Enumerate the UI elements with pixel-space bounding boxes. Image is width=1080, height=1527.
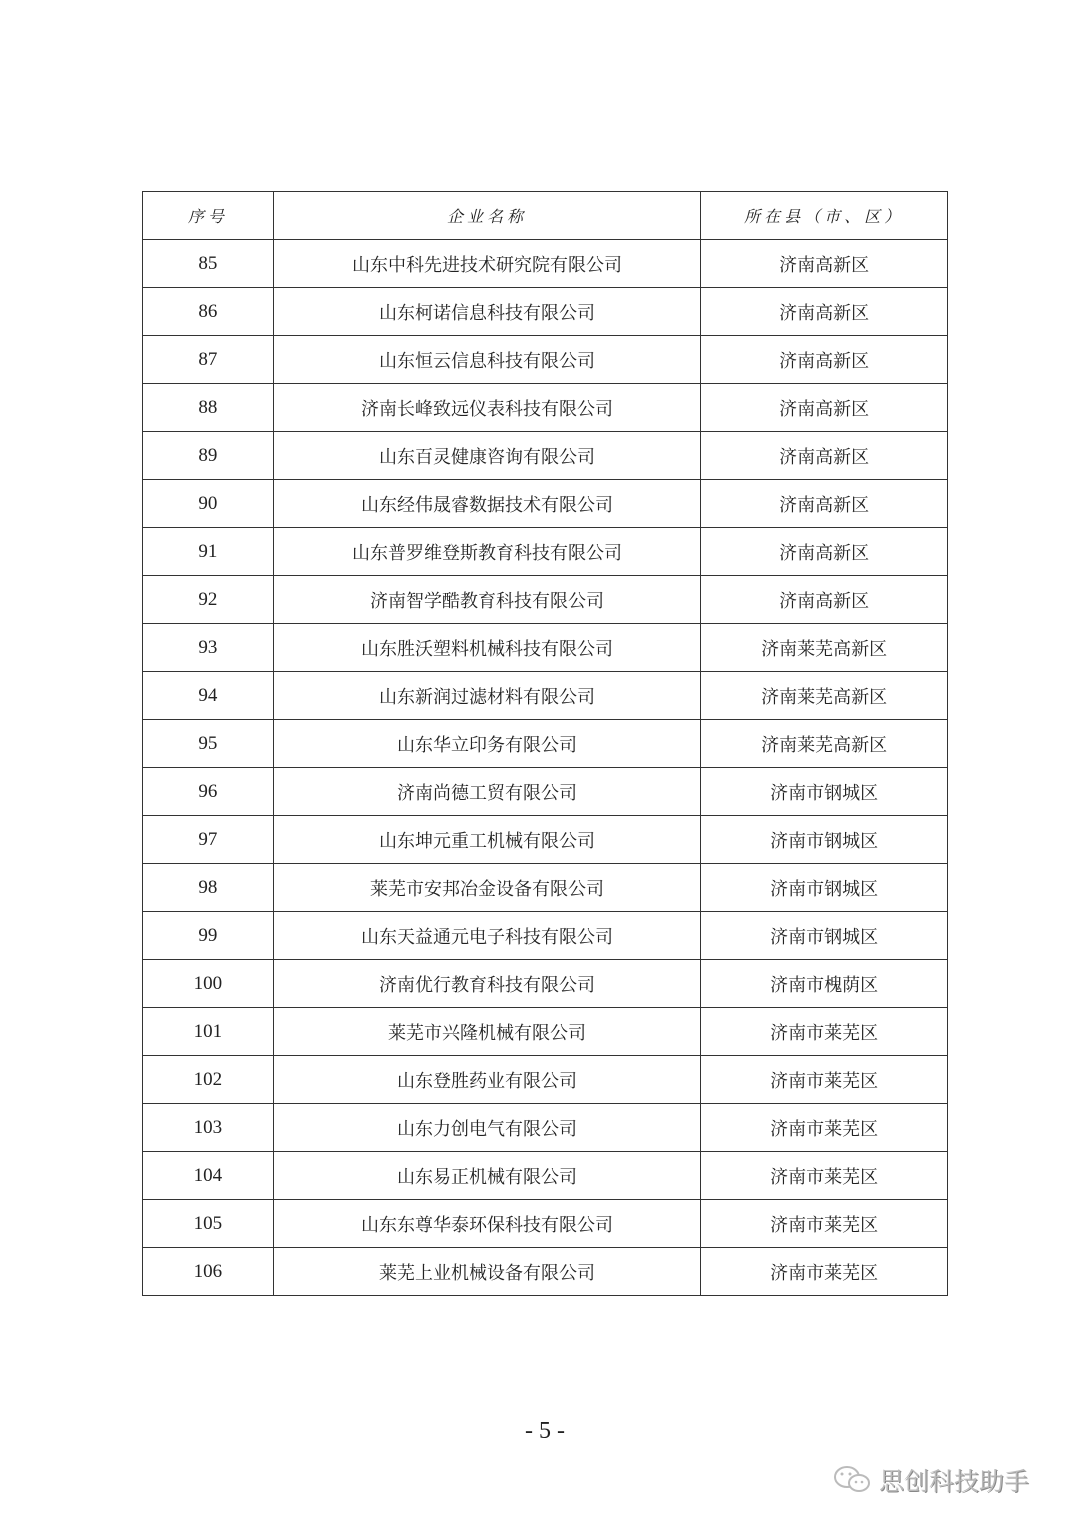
district-cell: 济南莱芜高新区 <box>701 624 948 672</box>
serial-cell: 101 <box>143 1008 274 1056</box>
table-row <box>143 720 948 768</box>
serial-cell: 85 <box>143 240 274 288</box>
company-name-cell: 山东中科先进技术研究院有限公司 <box>273 240 700 288</box>
serial-cell: 94 <box>143 672 274 720</box>
district-cell: 济南高新区 <box>701 576 948 624</box>
company-name-cell: 山东百灵健康咨询有限公司 <box>273 432 700 480</box>
table-row <box>143 384 948 432</box>
company-name-cell: 山东恒云信息科技有限公司 <box>273 336 700 384</box>
company-name-cell: 山东经伟晟睿数据技术有限公司 <box>273 480 700 528</box>
district-cell: 济南市莱芜区 <box>701 1200 948 1248</box>
page-number: - 5 - <box>525 1418 565 1444</box>
serial-cell: 102 <box>143 1056 274 1104</box>
company-name-cell: 济南智学酷教育科技有限公司 <box>273 576 700 624</box>
serial-cell: 104 <box>143 1152 274 1200</box>
district-cell: 济南市莱芜区 <box>701 1152 948 1200</box>
table-row <box>143 1008 948 1056</box>
company-name-cell: 山东坤元重工机械有限公司 <box>273 816 700 864</box>
serial-cell: 88 <box>143 384 274 432</box>
company-name-cell: 山东普罗维登斯教育科技有限公司 <box>273 528 700 576</box>
district-cell: 济南市莱芜区 <box>701 1056 948 1104</box>
company-name-cell: 山东易正机械有限公司 <box>273 1152 700 1200</box>
company-name-cell: 山东柯诺信息科技有限公司 <box>273 288 700 336</box>
table-row <box>143 912 948 960</box>
company-name-cell: 莱芜市安邦冶金设备有限公司 <box>273 864 700 912</box>
company-name-cell: 山东华立印务有限公司 <box>273 720 700 768</box>
district-cell: 济南市钢城区 <box>701 768 948 816</box>
table-row <box>143 1104 948 1152</box>
serial-cell: 89 <box>143 432 274 480</box>
district-cell: 济南高新区 <box>701 480 948 528</box>
serial-cell: 100 <box>143 960 274 1008</box>
serial-cell: 96 <box>143 768 274 816</box>
company-name-cell: 山东力创电气有限公司 <box>273 1104 700 1152</box>
table-row <box>143 240 948 288</box>
company-name-cell: 山东登胜药业有限公司 <box>273 1056 700 1104</box>
wechat-icon <box>833 1465 873 1495</box>
serial-cell: 93 <box>143 624 274 672</box>
serial-cell: 97 <box>143 816 274 864</box>
table-row <box>143 1152 948 1200</box>
district-cell: 济南市莱芜区 <box>701 1008 948 1056</box>
company-name-cell: 济南长峰致远仪表科技有限公司 <box>273 384 700 432</box>
table-row <box>143 1200 948 1248</box>
table-row <box>143 576 948 624</box>
table-body <box>143 240 948 1296</box>
table-row <box>143 672 948 720</box>
serial-cell: 86 <box>143 288 274 336</box>
table-row <box>143 1248 948 1296</box>
table-row <box>143 288 948 336</box>
company-name-cell: 济南优行教育科技有限公司 <box>273 960 700 1008</box>
table-row <box>143 528 948 576</box>
table-row <box>143 432 948 480</box>
district-cell: 济南高新区 <box>701 288 948 336</box>
serial-cell: 95 <box>143 720 274 768</box>
table-row <box>143 816 948 864</box>
watermark-text: 思创科技助手 <box>879 1467 1030 1496</box>
district-cell: 济南市钢城区 <box>701 912 948 960</box>
serial-cell: 106 <box>143 1248 274 1296</box>
district-cell: 济南高新区 <box>701 528 948 576</box>
table-row <box>143 480 948 528</box>
table-row <box>143 864 948 912</box>
district-cell: 济南市钢城区 <box>701 864 948 912</box>
table-row <box>143 960 948 1008</box>
table-row <box>143 624 948 672</box>
district-cell: 济南莱芜高新区 <box>701 720 948 768</box>
district-cell: 济南高新区 <box>701 240 948 288</box>
serial-cell: 91 <box>143 528 274 576</box>
header-company-name: 企业名称 <box>273 192 700 240</box>
district-cell: 济南高新区 <box>701 384 948 432</box>
serial-cell: 105 <box>143 1200 274 1248</box>
company-name-cell: 济南尚德工贸有限公司 <box>273 768 700 816</box>
serial-cell: 99 <box>143 912 274 960</box>
company-name-cell: 莱芜上业机械设备有限公司 <box>273 1248 700 1296</box>
district-cell: 济南高新区 <box>701 336 948 384</box>
header-district: 所在县（市、区） <box>701 192 948 240</box>
district-cell: 济南莱芜高新区 <box>701 672 948 720</box>
district-cell: 济南市槐荫区 <box>701 960 948 1008</box>
district-cell: 济南市钢城区 <box>701 816 948 864</box>
enterprise-table <box>142 191 948 1296</box>
header-serial: 序号 <box>143 192 274 240</box>
district-cell: 济南高新区 <box>701 432 948 480</box>
company-name-cell: 山东胜沃塑料机械科技有限公司 <box>273 624 700 672</box>
company-name-cell: 山东天益通元电子科技有限公司 <box>273 912 700 960</box>
company-name-cell: 山东新润过滤材料有限公司 <box>273 672 700 720</box>
table-row <box>143 336 948 384</box>
serial-cell: 98 <box>143 864 274 912</box>
serial-cell: 103 <box>143 1104 274 1152</box>
serial-cell: 92 <box>143 576 274 624</box>
company-name-cell: 山东东尊华泰环保科技有限公司 <box>273 1200 700 1248</box>
district-cell: 济南市莱芜区 <box>701 1248 948 1296</box>
serial-cell: 90 <box>143 480 274 528</box>
watermark <box>833 1462 1029 1498</box>
table-row <box>143 768 948 816</box>
district-cell: 济南市莱芜区 <box>701 1104 948 1152</box>
table-row <box>143 1056 948 1104</box>
table-header-row <box>143 192 948 240</box>
company-name-cell: 莱芜市兴隆机械有限公司 <box>273 1008 700 1056</box>
serial-cell: 87 <box>143 336 274 384</box>
